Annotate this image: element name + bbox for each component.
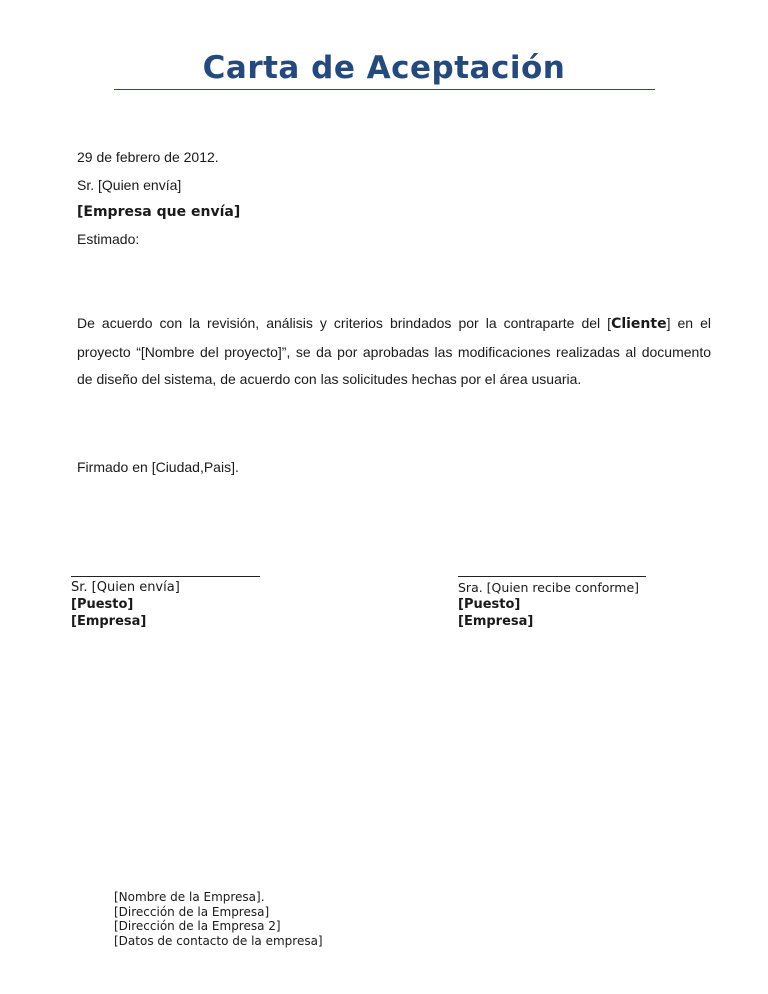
signature-block-sender bbox=[71, 576, 260, 630]
document-title: Carta de Aceptación bbox=[202, 50, 566, 86]
sender-company: [Empresa] bbox=[71, 614, 147, 629]
signature-line bbox=[458, 576, 646, 577]
footer-company-name: [Nombre de la Empresa]. bbox=[114, 890, 265, 904]
greeting: Estimado: bbox=[77, 231, 140, 247]
receiver-name: Sra. [Quien recibe conforme] bbox=[458, 580, 640, 595]
footer-contact: [Datos de contacto de la empresa] bbox=[114, 933, 323, 948]
title-underline bbox=[114, 89, 655, 90]
sender-name: Sr. [Quien envía] bbox=[71, 580, 180, 595]
body-paragraph bbox=[77, 310, 711, 394]
footer-address-1: [Dirección de la Empresa] bbox=[114, 904, 270, 919]
signed-location: Firmado en [Ciudad,Pais]. bbox=[77, 459, 239, 475]
letter-date: 29 de febrero de 2012. bbox=[77, 149, 219, 165]
signature-block-receiver bbox=[458, 576, 646, 630]
recipient-company: [Empresa que envía] bbox=[77, 204, 241, 220]
company-footer bbox=[114, 890, 323, 948]
sender-position: [Puesto] bbox=[71, 597, 134, 612]
body-text-part2: ] en el proyecto “[Nombre del proyecto]”, se da por aprobadas las modificaciones realizadas al documento de diseño del sistema, de acuerdo con las solicitudes hechas por el área usuaria. bbox=[77, 315, 711, 387]
receiver-company: [Empresa] bbox=[458, 614, 534, 629]
signature-line bbox=[71, 576, 260, 577]
recipient-name: Sr. [Quien envía] bbox=[77, 177, 182, 193]
footer-address-2: [Dirección de la Empresa 2] bbox=[114, 919, 281, 933]
body-text-part1: De acuerdo con la revisión, análisis y criterios brindados por la contraparte del [ bbox=[77, 315, 612, 331]
client-placeholder: Cliente bbox=[611, 316, 667, 332]
receiver-position: [Puesto] bbox=[458, 597, 521, 612]
